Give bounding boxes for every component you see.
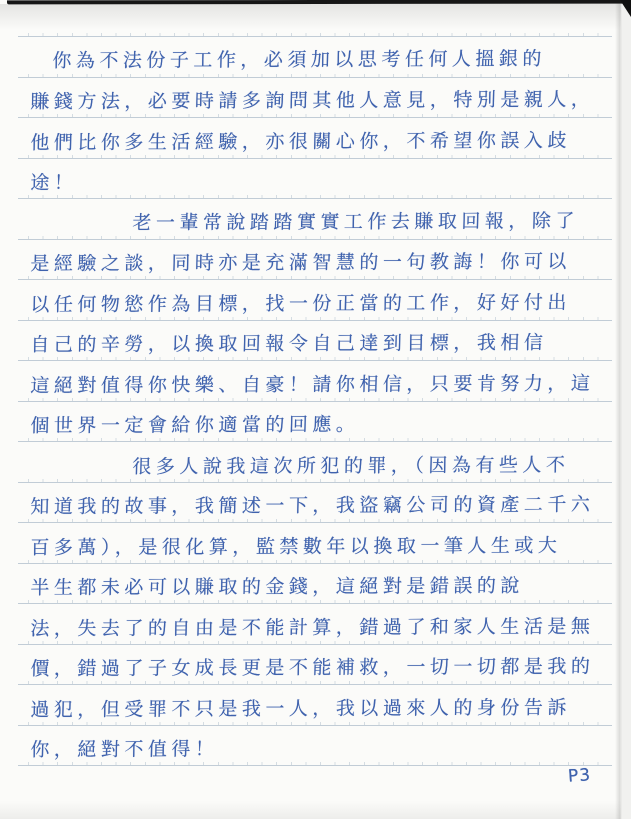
- handwritten-line: 是經驗之談，同時亦是充滿智慧的一句教誨！你可以: [30, 250, 572, 275]
- rule-line: [18, 441, 612, 442]
- page-number: P3: [567, 765, 592, 787]
- handwritten-line: 這絕對值得你快樂、自豪！請你相信，只要肯努力，這: [30, 372, 595, 397]
- rule-line: [18, 684, 612, 685]
- rule-line: [18, 117, 612, 118]
- handwritten-line: 途！: [30, 171, 78, 194]
- rule-line: [18, 603, 612, 604]
- handwritten-line: 你為不法份子工作，必須加以思考任何人搵銀的: [52, 47, 547, 72]
- rule-line: [18, 198, 612, 199]
- rule-line: [18, 522, 612, 523]
- handwritten-line: 以任何物慾作為目標，找一份正當的工作，好好付出: [30, 291, 572, 316]
- rule-line: [18, 765, 612, 766]
- handwritten-line: 法，失去了的自由是不能計算，錯過了和家人生活是無: [30, 615, 595, 640]
- rule-line: [18, 279, 612, 280]
- handwritten-line: 老一輩常說踏踏實實工作去賺取回報，除了: [132, 210, 580, 234]
- handwritten-line: 個世界一定會給你適當的回應。: [30, 413, 360, 437]
- handwritten-line: 他們比你多生活經驗，亦很關心你，不希望你誤入歧: [30, 129, 572, 154]
- handwritten-line: 百多萬），是很化算，監禁數年以換取一筆人生或大: [30, 534, 562, 559]
- handwritten-line: 很多人說我這次所犯的罪，（因為有些人不: [132, 454, 570, 478]
- rule-line: [18, 360, 612, 361]
- handwritten-line: 你，絕對不值得！: [30, 738, 219, 761]
- handwritten-line: 賺錢方法，必要時請多詢問其他人意見，特別是親人，: [30, 88, 595, 113]
- rule-line: [18, 36, 612, 37]
- rule-line: [18, 239, 612, 240]
- handwritten-line: 自己的辛勞，以換取回報令自己達到目標，我相信: [30, 331, 548, 356]
- handwritten-line: 知道我的故事，我簡述一下，我盜竊公司的資產二千六: [30, 493, 595, 518]
- rule-line: [18, 77, 612, 78]
- handwritten-line: 半生都未必可以賺取的金錢，這絕對是錯誤的說: [30, 574, 525, 599]
- handwritten-line: 價，錯過了子女成長更是不能補救，一切一切都是我的: [30, 655, 595, 680]
- rule-line: [18, 482, 612, 483]
- handwritten-line: 過犯，但受罪不只是我一人，我以過來人的身份告訴: [30, 696, 572, 721]
